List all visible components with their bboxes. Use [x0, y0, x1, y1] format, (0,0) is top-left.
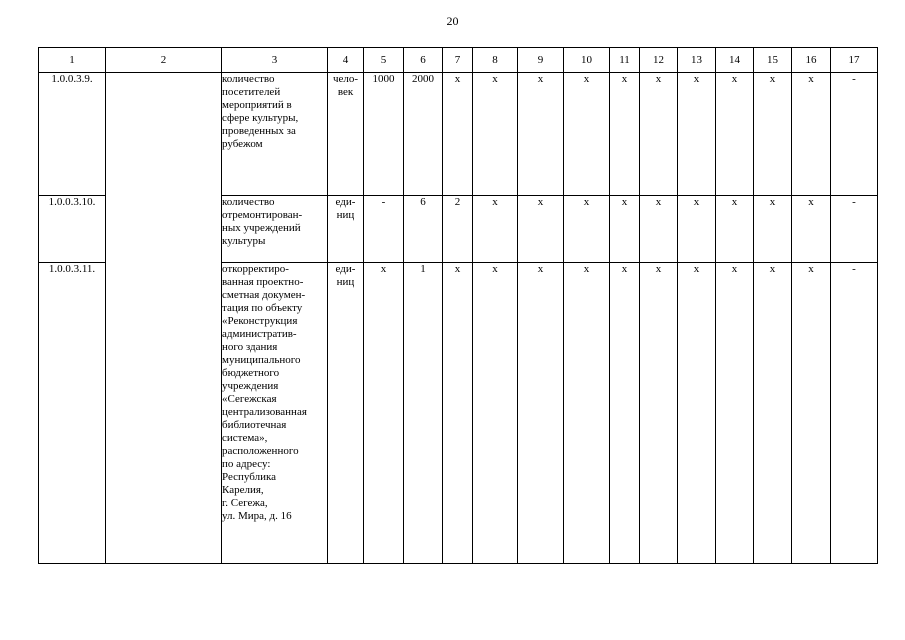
description-line: мероприятий в	[222, 99, 292, 111]
value-cell: х	[443, 73, 473, 196]
merged-empty-cell	[106, 73, 222, 564]
value-cell: х	[792, 196, 831, 263]
description-line: проведенных за	[222, 125, 296, 137]
row-code: 1.0.0.3.11.	[39, 263, 106, 564]
description-line: библиотечная	[222, 419, 287, 431]
value-cell: х	[792, 263, 831, 564]
description-line: количество	[222, 196, 275, 208]
value-cell: х	[473, 196, 518, 263]
description-line: количество	[222, 73, 275, 85]
value-cell: 2	[443, 196, 473, 263]
description-line: учреждения	[222, 380, 279, 392]
row-code: 1.0.0.3.10.	[39, 196, 106, 263]
value-cell: 2000	[404, 73, 443, 196]
row-unit	[328, 73, 364, 196]
description-line: по адресу:	[222, 458, 271, 470]
page-number: 20	[446, 14, 459, 28]
description-line: рубежом	[222, 138, 263, 150]
description-line: муниципального	[222, 354, 301, 366]
value-cell: х	[564, 263, 610, 564]
column-header: 10	[564, 48, 610, 73]
column-header: 4	[328, 48, 364, 73]
value-cell: х	[716, 263, 754, 564]
value-cell: х	[716, 196, 754, 263]
column-header: 2	[106, 48, 222, 73]
column-header: 15	[754, 48, 792, 73]
description-line: централизованная	[222, 406, 307, 418]
column-header: 12	[640, 48, 678, 73]
column-header: 13	[678, 48, 716, 73]
value-cell: -	[831, 196, 878, 263]
value-cell: х	[640, 196, 678, 263]
value-cell: х	[518, 196, 564, 263]
value-cell: х	[610, 263, 640, 564]
column-header: 7	[443, 48, 473, 73]
value-cell: -	[831, 263, 878, 564]
column-header: 8	[473, 48, 518, 73]
value-cell: х	[364, 263, 404, 564]
description-line: «Сегежская	[222, 393, 277, 405]
description-line: Карелия,	[222, 484, 264, 496]
column-header: 14	[716, 48, 754, 73]
description-line: культуры	[222, 235, 266, 247]
data-table	[38, 47, 878, 564]
header-row	[39, 48, 878, 73]
description-line: ных учреждений	[222, 222, 301, 234]
value-cell: х	[610, 73, 640, 196]
description-line: ного здания	[222, 341, 278, 353]
row-unit	[328, 196, 364, 263]
description-line: отремонтирован-	[222, 209, 303, 221]
unit-line: чело-	[332, 73, 359, 85]
column-header: 3	[222, 48, 328, 73]
row-description	[222, 263, 328, 564]
value-cell: х	[678, 73, 716, 196]
value-cell: х	[518, 73, 564, 196]
value-cell: 6	[404, 196, 443, 263]
value-cell: х	[716, 73, 754, 196]
description-line: г. Сегежа,	[222, 497, 268, 509]
column-header: 5	[364, 48, 404, 73]
description-line: откорректиро-	[222, 263, 289, 275]
column-header: 9	[518, 48, 564, 73]
value-cell: х	[564, 73, 610, 196]
column-header: 6	[404, 48, 443, 73]
value-cell: х	[678, 263, 716, 564]
description-line: сметная докумен-	[222, 289, 306, 301]
row-description	[222, 196, 328, 263]
value-cell: -	[831, 73, 878, 196]
value-cell: х	[754, 73, 792, 196]
value-cell: х	[610, 196, 640, 263]
description-line: «Реконструкция	[222, 315, 298, 327]
description-line: посетителей	[222, 86, 281, 98]
value-cell: х	[564, 196, 610, 263]
row-description	[222, 73, 328, 196]
description-line: ванная проектно-	[222, 276, 304, 288]
description-line: ул. Мира, д. 16	[222, 510, 292, 522]
value-cell: 1000	[364, 73, 404, 196]
column-header: 11	[610, 48, 640, 73]
value-cell: х	[754, 196, 792, 263]
description-line: система»,	[222, 432, 268, 444]
value-cell: х	[473, 263, 518, 564]
row-unit	[328, 263, 364, 564]
description-line: административ-	[222, 328, 297, 340]
column-header: 16	[792, 48, 831, 73]
column-header: 17	[831, 48, 878, 73]
value-cell: х	[518, 263, 564, 564]
value-cell: 1	[404, 263, 443, 564]
unit-line: ниц	[336, 276, 355, 288]
value-cell: х	[473, 73, 518, 196]
value-cell: х	[678, 196, 716, 263]
column-header: 1	[39, 48, 106, 73]
description-line: Республика	[222, 471, 277, 483]
description-line: тация по объекту	[222, 302, 303, 314]
description-line: сфере культуры,	[222, 112, 299, 124]
value-cell: х	[792, 73, 831, 196]
description-line: бюджетного	[222, 367, 280, 379]
unit-line: еди-	[335, 196, 356, 208]
row-code: 1.0.0.3.9.	[39, 73, 106, 196]
value-cell: х	[640, 263, 678, 564]
unit-line: век	[337, 86, 354, 98]
unit-line: еди-	[335, 263, 356, 275]
table-row	[39, 73, 878, 196]
value-cell: х	[443, 263, 473, 564]
unit-line: ниц	[336, 209, 355, 221]
description-line: расположенного	[222, 445, 299, 457]
value-cell: х	[754, 263, 792, 564]
value-cell: -	[364, 196, 404, 263]
value-cell: х	[640, 73, 678, 196]
